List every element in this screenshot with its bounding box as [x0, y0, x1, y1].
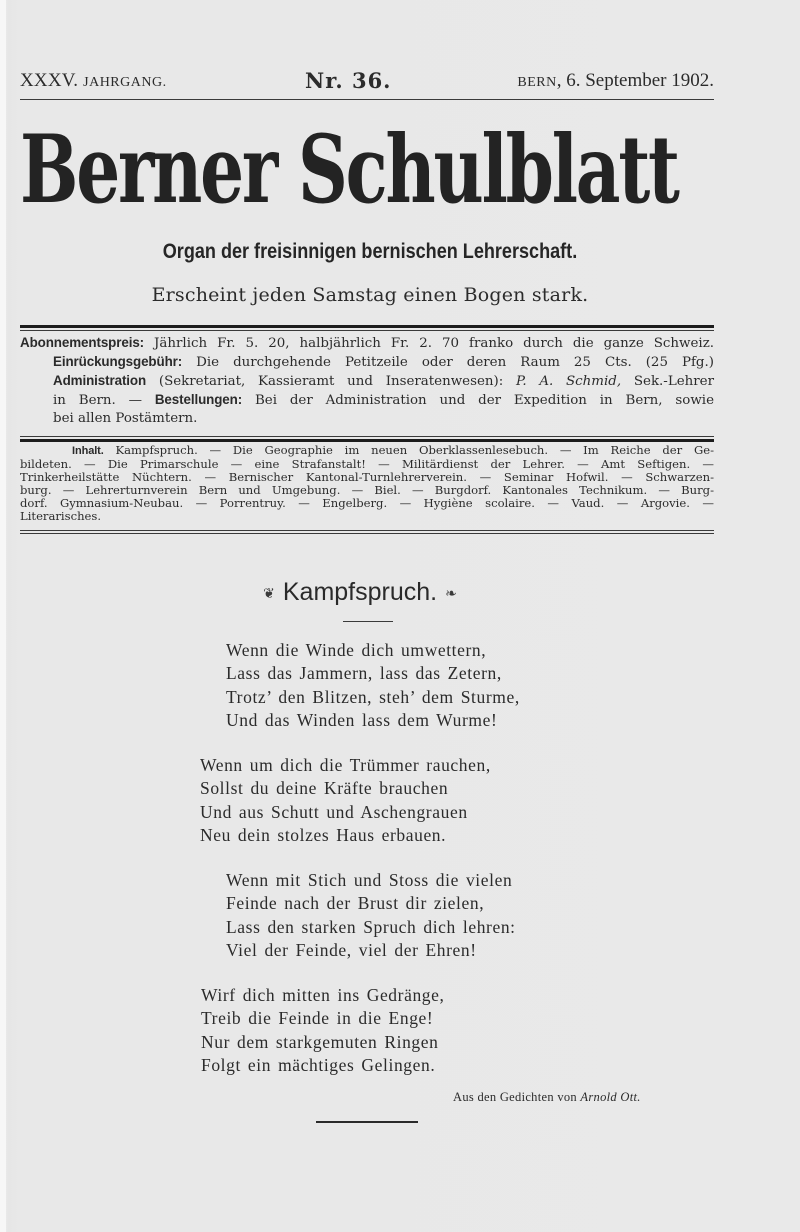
poem-line: Folgt ein mächtiges Gelingen. — [201, 1054, 436, 1075]
contents-rule-top-thin — [20, 436, 714, 437]
poem-stanza-1 — [226, 639, 520, 732]
poem-line: Wirf dich mitten ins Gedränge, — [201, 985, 445, 1005]
poem-line: Lass das Jammern, lass das Zetern, — [226, 663, 502, 684]
poem-line: Und aus Schutt und Aschengrauen — [200, 801, 468, 822]
place: BERN — [517, 75, 557, 90]
info-rule-top-thin — [20, 330, 714, 331]
poem-line: Wenn um dich die Trümmer rauchen, — [200, 755, 491, 775]
poem-stanza-4 — [201, 984, 445, 1077]
insertion-label: Einrückungsgebühr: — [53, 354, 183, 369]
newspaper-title: Berner Schulblatt — [20, 115, 678, 225]
poem-line: Feinde nach der Brust dir zielen, — [226, 893, 485, 914]
contents-label: Inhalt. — [72, 445, 104, 457]
poem-line: Trotz’ den Blitzen, steh’ dem Sturme, — [226, 686, 520, 707]
poem-title — [0, 578, 720, 607]
subscription-label: Abonnementspreis: — [20, 335, 145, 350]
orders-text-2: bei allen Postämtern. — [53, 411, 198, 426]
poem-attribution — [453, 1090, 641, 1105]
info-rule-top-thick — [20, 325, 714, 328]
poem-stanza-3 — [226, 869, 516, 962]
poem-line: Und das Winden lass dem Wurme! — [226, 709, 498, 730]
contents-line: bildeten. — Die Primarschule — eine Strafanstalt! — Militärdienst der Lehrer. — Amt Seftigen. — — [20, 456, 714, 471]
orders-label: Bestellungen: — [154, 392, 243, 407]
contents-line: burg. — Lehrerturnverein Bern und Umgebung. — Biel. — Burgdorf. Kantonales Technikum. — Burg- — [20, 482, 714, 497]
volume — [20, 70, 167, 92]
date-text: , 6. September 1902. — [556, 70, 714, 91]
floral-ornament-left-icon: ❦ — [263, 584, 275, 601]
page-edge — [0, 0, 6, 1232]
info-line-insertion — [20, 353, 714, 372]
poem-title-text: Kampfspruch. — [282, 578, 438, 606]
subscription-info — [20, 334, 714, 428]
poem-stanza-2 — [200, 754, 491, 847]
subscription-text: Jährlich Fr. 5. 20, halbjährlich Fr. 2. 70 franko durch die ganze Schweiz. — [154, 336, 714, 351]
admin-role: Sek.-Lehrer — [633, 374, 715, 389]
insertion-text: Die durchgehende Petitzeile oder deren Raum 25 Cts. (25 Pfg.) — [196, 355, 714, 370]
masthead-line — [20, 68, 714, 96]
volume-label: JAHRGANG. — [83, 75, 167, 90]
contents-rule-bottom-2 — [20, 533, 714, 534]
poem-line: Lass den starken Spruch dich lehren: — [226, 916, 516, 937]
contents-line — [20, 444, 714, 458]
admin-label: Administration — [53, 373, 147, 388]
poem-line: Wenn mit Stich und Stoss die vielen — [226, 870, 513, 890]
info-line-subscription — [20, 334, 714, 353]
contents-text: Kampfspruch. — Die Geographie im neuen Oberklassenlesebuch. — Im Reiche der Ge- — [115, 443, 714, 457]
table-of-contents — [20, 444, 714, 522]
masthead-rule — [20, 99, 714, 100]
admin-location: in Bern. — — [53, 393, 143, 408]
info-line-orders-2 — [20, 410, 714, 428]
contents-line: Literarisches. — [20, 508, 102, 523]
volume-roman: XXXV. — [20, 70, 79, 91]
attribution-prefix: Aus den Gedichten von — [453, 1090, 577, 1104]
poem-line: Viel der Feinde, viel der Ehren! — [226, 939, 477, 960]
tagline: Erscheint jeden Samstag einen Bogen stark. — [151, 284, 589, 306]
poem-line: Neu dein stolzes Haus erbauen. — [200, 824, 447, 845]
poem-title-rule — [343, 621, 393, 622]
issue-date — [517, 70, 714, 92]
contents-line: dorf. Gymnasium-Neubau. — Porrentruy. — Engelberg. — Hygiène scolaire. — Vaud. — Argovie. — — [20, 495, 714, 510]
orders-text: Bei der Administration und der Expedition in Bern, sowie — [254, 393, 714, 408]
info-line-orders — [20, 391, 714, 410]
admin-person: P. A. Schmid, — [516, 374, 622, 389]
admin-text: (Sekretariat, Kassieramt und Inseratenwesen): — [158, 374, 504, 389]
subtitle — [0, 240, 740, 264]
issue-number: Nr. 36. — [305, 68, 392, 93]
info-line-admin — [20, 372, 714, 391]
attribution-author: Arnold Ott. — [580, 1090, 641, 1104]
poem-line: Sollst du deine Kräfte brauchen — [200, 778, 449, 799]
floral-ornament-right-icon: ❧ — [445, 584, 457, 601]
poem-line: Nur dem starkgemuten Ringen — [201, 1031, 439, 1052]
contents-rule-bottom-1 — [20, 530, 714, 531]
contents-rule-top-thick — [20, 439, 714, 442]
subtitle-text: Organ der freisinnigen bernischen Lehrerschaft. — [162, 240, 578, 263]
contents-line: Trinkerheilstätte Nüchtern. — Bernischer Kantonal-Turnlehrerverein. — Seminar Hofwil. — Schwarzen- — [20, 469, 714, 484]
poem-line: Wenn die Winde dich umwettern, — [226, 640, 487, 660]
end-rule — [316, 1121, 418, 1123]
poem-line: Treib die Feinde in die Enge! — [201, 1008, 434, 1029]
